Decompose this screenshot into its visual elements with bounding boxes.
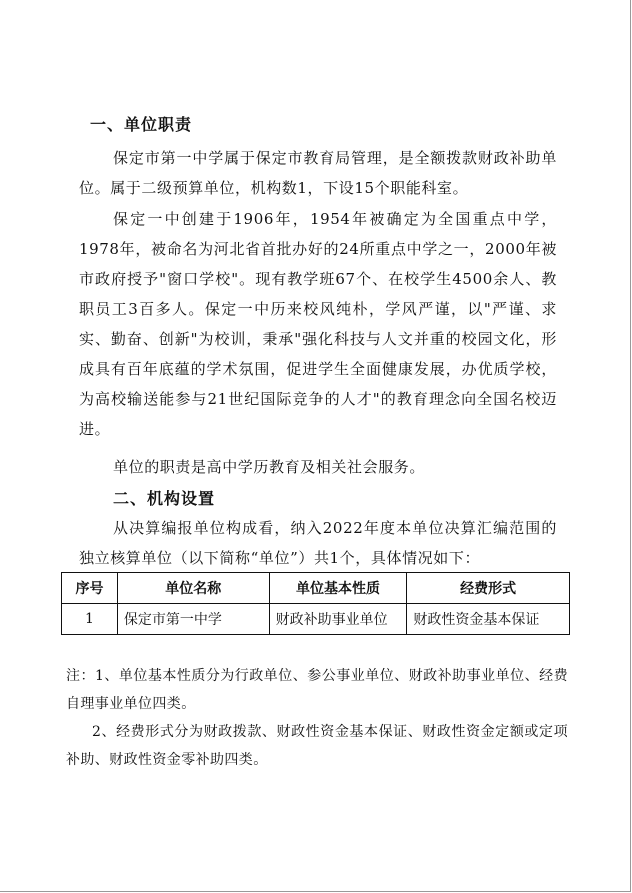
header-unit-name: 单位名称 [117, 573, 269, 604]
paragraph-affiliation: 保定市第一中学属于保定市教育局管理，是全额拨款财政补助单位。属于二级预算单位，机构数1，下设15个职能科室。 [79, 149, 557, 197]
cell-funding-form: 财政性资金基本保证 [407, 604, 570, 635]
table-header-row [62, 573, 570, 604]
note-unit-nature: 注：1、单位基本性质分为行政单位、参公事业单位、财政补助事业单位、经费自理事业单位四类。 [66, 668, 568, 712]
note-funding-form: 2、经费形式分为财政拨款、财政性资金基本保证、财政性资金定额或定项补助、财政性资金零补助四类。 [66, 724, 568, 768]
unit-table [61, 572, 570, 635]
cell-unit-nature: 财政补助事业单位 [269, 604, 407, 635]
header-index: 序号 [62, 573, 118, 604]
paragraph-responsibility: 单位的职责是高中学历教育及相关社会服务。 [113, 458, 426, 476]
header-unit-nature: 单位基本性质 [269, 573, 407, 604]
paragraph-structure-intro: 从决算编报单位构成看，纳入2022年度本单位决算汇编范围的独立核算单位（以下简称“单位”）共1个，具体情况如下： [79, 519, 557, 567]
section-heading-structure: 二、机构设置 [113, 489, 216, 508]
header-funding-form: 经费形式 [407, 573, 570, 604]
section-heading-duties: 一、单位职责 [90, 115, 193, 134]
cell-index: 1 [62, 604, 118, 635]
table-row [62, 604, 570, 635]
paragraph-history: 保定一中创建于1906年，1954年被确定为全国重点中学，1978年，被命名为河北省首批办好的24所重点中学之一，2000年被市政府授予"窗口学校"。现有教学班67个、在校学生4500余人、教职员工3百多人。保定一中历来校风纯朴，学风严谨，以"严谨、求实、勤奋、创新"为校训，秉承"强化科技与人文并重的校园文化，形成具有百年底蕴的学术氛围，促进学生全面健康发展，办优质学校，为高校输送能参与21世纪国际竞争的人才"的教育理念向全国名校迈进。 [79, 210, 557, 438]
cell-unit-name: 保定市第一中学 [117, 604, 269, 635]
